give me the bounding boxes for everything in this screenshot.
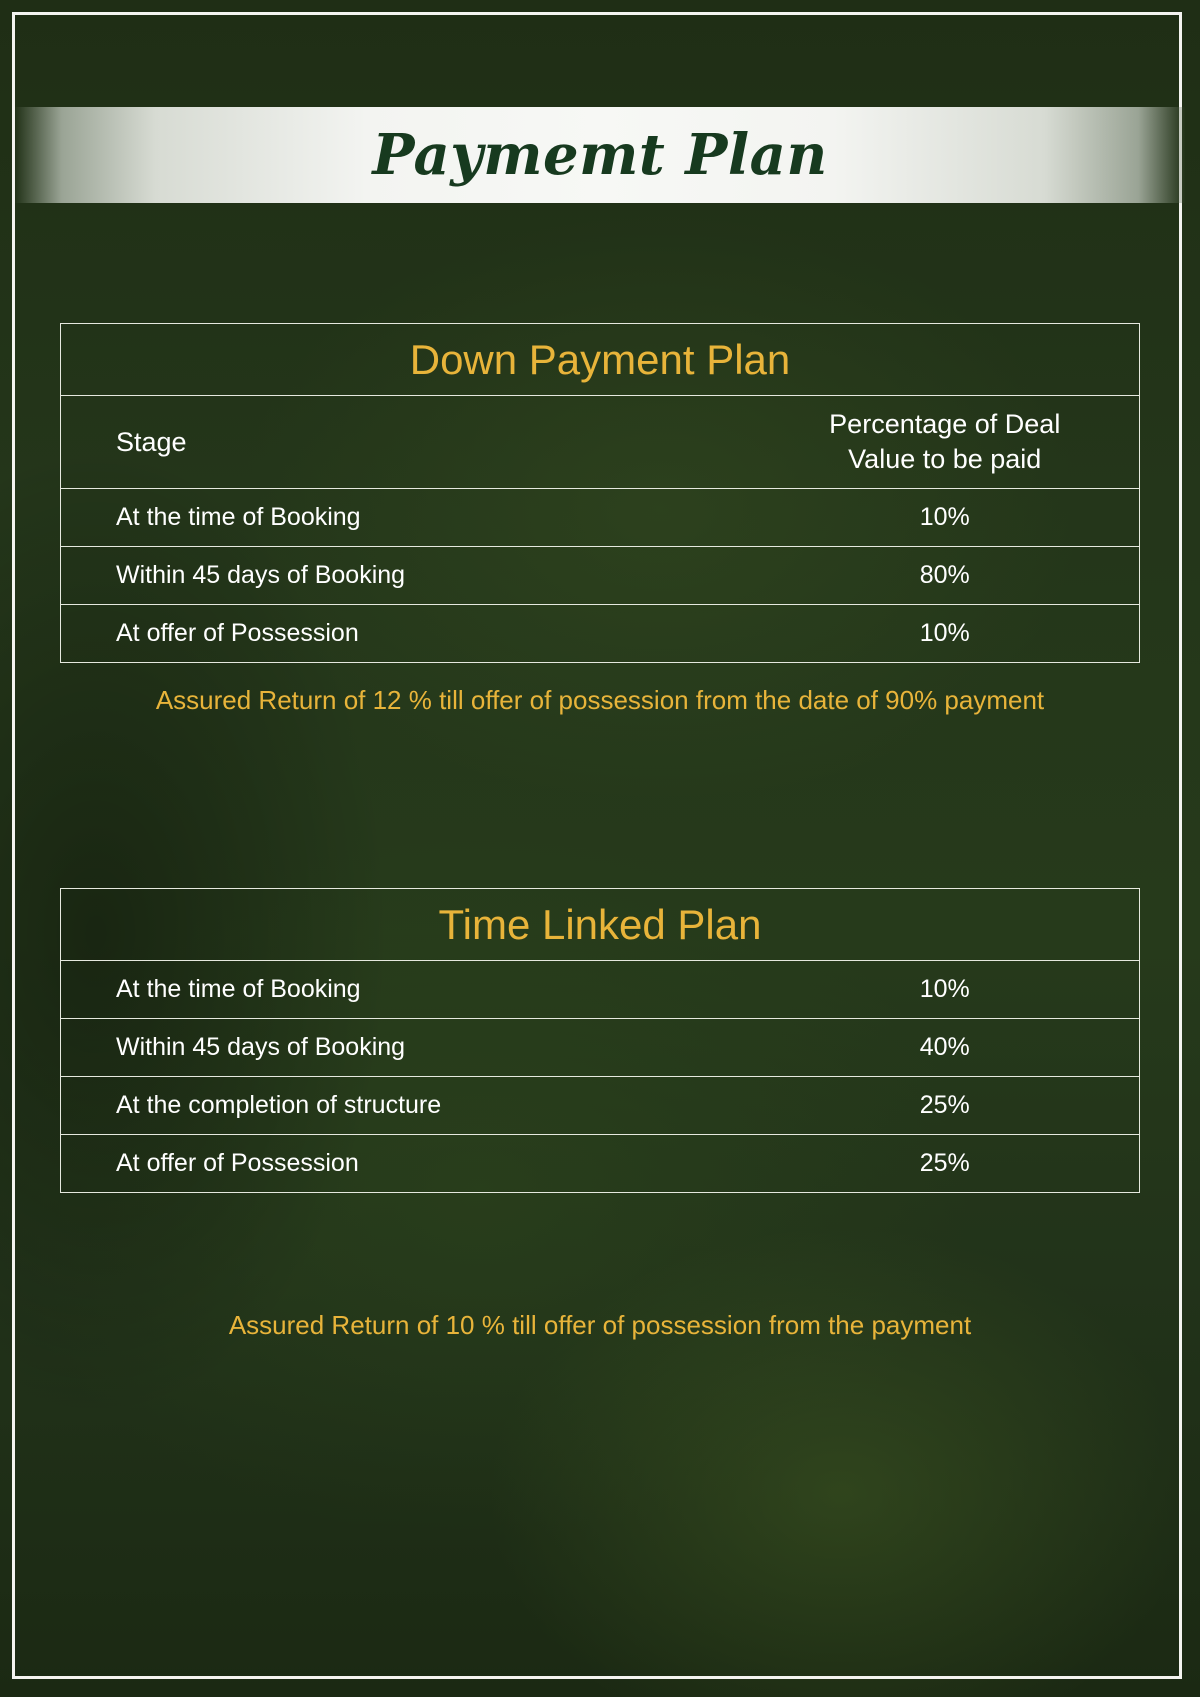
percent-cell: 10% — [760, 489, 1140, 547]
stage-cell: Within 45 days of Booking — [61, 547, 760, 605]
title-banner — [15, 107, 1185, 203]
time-linked-assured-return-note: Assured Return of 10 % till offer of possession from the payment — [228, 1310, 972, 1340]
percent-cell: 40% — [760, 1019, 1140, 1077]
percent-cell: 25% — [760, 1077, 1140, 1135]
stage-cell: Within 45 days of Booking — [61, 1019, 760, 1077]
percent-cell: 80% — [760, 547, 1140, 605]
stage-cell: At offer of Possession — [61, 1135, 760, 1193]
table-row — [61, 961, 1140, 1019]
table-row — [61, 605, 1140, 663]
page-title: Paymemt Plan — [372, 122, 828, 188]
percent-cell: 10% — [760, 961, 1140, 1019]
down-payment-plan-title: Down Payment Plan — [61, 324, 1140, 396]
table-row — [61, 1135, 1140, 1193]
table-row — [61, 489, 1140, 547]
table-row — [61, 1019, 1140, 1077]
table-title-row — [61, 889, 1140, 961]
time-linked-plan-table — [60, 888, 1140, 1193]
table-header-row — [61, 396, 1140, 489]
table-row — [61, 1077, 1140, 1135]
down-payment-assured-return-note: Assured Return of 12 % till offer of possession from the date of 90% payment — [155, 685, 1045, 715]
table-title-row — [61, 324, 1140, 396]
page-border-frame — [12, 12, 1182, 1679]
percent-cell: 10% — [760, 605, 1140, 663]
percentage-header-line1: Percentage of Deal — [829, 409, 1061, 439]
percentage-column-header — [760, 396, 1140, 489]
stage-cell: At the completion of structure — [61, 1077, 760, 1135]
table-row — [61, 547, 1140, 605]
time-linked-plan-title: Time Linked Plan — [61, 889, 1140, 961]
stage-cell: At offer of Possession — [61, 605, 760, 663]
stage-cell: At the time of Booking — [61, 961, 760, 1019]
down-payment-plan-table — [60, 323, 1140, 663]
stage-column-header: Stage — [61, 396, 760, 489]
percent-cell: 25% — [760, 1135, 1140, 1193]
percentage-header-line2: Value to be paid — [848, 444, 1042, 474]
stage-cell: At the time of Booking — [61, 489, 760, 547]
